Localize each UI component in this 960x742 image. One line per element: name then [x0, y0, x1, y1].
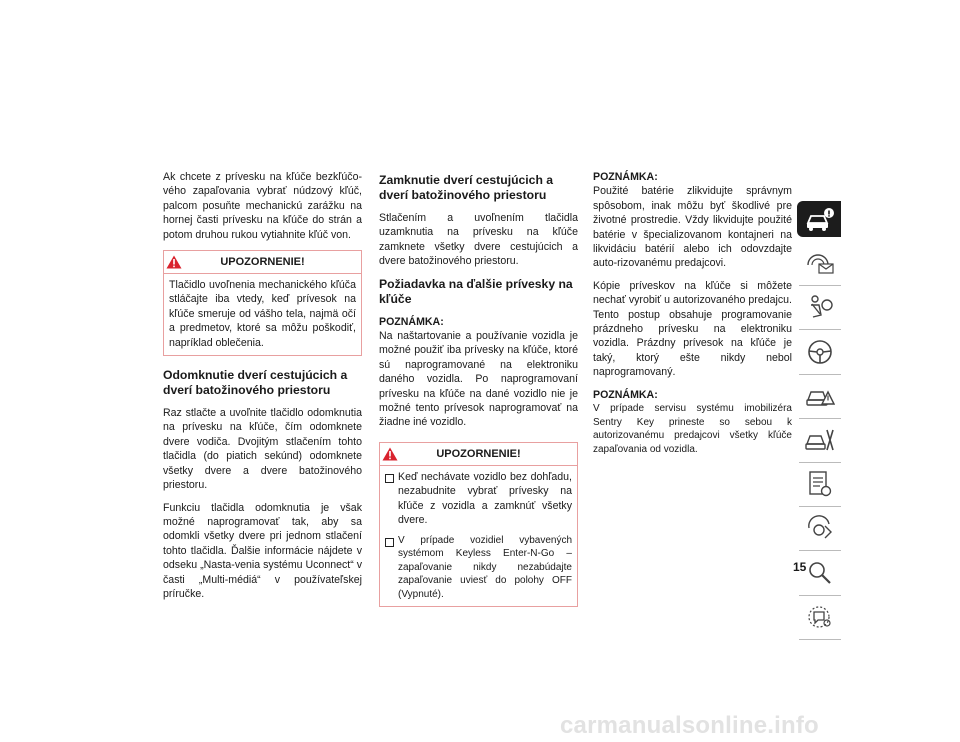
tab-getting-to-know-vehicle[interactable]	[797, 201, 841, 237]
tab-dashboard[interactable]	[797, 245, 841, 281]
warning-box-2	[379, 442, 578, 608]
note-text: Na naštartovanie a používanie vozidla je možné použiť iba prívesky na kľúče, ktoré sú naprogramované na elektroniku daného vozidla. Po naprogramovaní prívesku na kľúče na dané vozidlo nie je možné tento prívesok naprogramovať na žiadne iné vozidlo.	[379, 330, 578, 429]
unlock-paragraph-1: Raz stlačte a uvoľnite tlačidlo odomknutia na prívesku na kľúče, čím odomknete dvere vodiča. Dvojitým stlačením tohto tlačidla (do piatich sekúnd) odomknete všetky dvere a dvere batožinového priestoru.	[163, 407, 362, 492]
note-text: Použité batérie zlikvidujte správnym spôsobom, inak môžu byť škodlivé pre životné prostredie. Vždy likvidujte použité batérie v špecializovanom kontajneri na likvidáciu batérií alebo ich odovzdajte auto-rizovanému predajcovi.	[593, 185, 792, 270]
heading-lock: Zamknutie dverí cestujúcich a dverí batožinového priestoru	[379, 173, 554, 202]
bullet-text: Keď nechávate vozidlo bez dohľadu, nezabudnite vybrať prívesky na kľúče z vozidla a zamknúť všetky dvere.	[398, 470, 572, 527]
column-right	[593, 170, 792, 464]
tab-maintenance[interactable]	[797, 466, 841, 502]
heading-additional-fobs: Požiadavka na ďalšie prívesky na kľúče	[379, 276, 573, 306]
maintenance-checklist-icon	[805, 470, 835, 498]
watermark: carmanualsonline.info	[560, 712, 819, 739]
heading-unlock: Odomknutie dverí cestujúcich a dverí batožinového priestoru	[163, 368, 348, 398]
warning-title: UPOZORNENIE!	[220, 256, 305, 269]
car-warning-icon	[805, 382, 835, 410]
warning-triangle-icon	[166, 255, 182, 269]
steering-wheel-icon	[805, 338, 835, 366]
seatbelt-airbag-icon	[805, 293, 835, 321]
warning-triangle-icon	[382, 447, 398, 461]
tab-technical-specs[interactable]	[797, 510, 841, 546]
warning-bullet	[385, 470, 572, 528]
warning-box-1	[163, 250, 362, 356]
warning-title: UPOZORNENIE!	[436, 447, 521, 460]
page-number: 15	[793, 560, 807, 574]
warning-text: Tlačidlo uvoľnenia mechanického kľúča stláčajte iba vtedy, keď prívesok na kľúče smeruje od vášho tela, najmä očí a predmetov, ktoré sa môžu poškodiť, napríklad oblečenia.	[169, 279, 356, 349]
warning-header	[380, 443, 577, 466]
car-service-tools-icon	[805, 426, 835, 454]
bullet-square-icon	[385, 538, 394, 547]
warning-bullet	[385, 534, 572, 602]
warning-header	[164, 251, 361, 274]
dashboard-message-icon	[805, 249, 835, 277]
multimedia-language-icon	[805, 603, 835, 631]
lock-paragraph: Stlačením a uvoľnením tlačidla uzamknutia na prívesku na kľúče zamknete všetky dvere cestujúcich a dvere batožinového priestoru.	[379, 212, 578, 268]
tab-safety[interactable]	[797, 289, 841, 325]
car-info-icon	[805, 205, 835, 233]
note-label: POZNÁMKA:	[593, 171, 658, 183]
note-label: POZNÁMKA:	[379, 315, 444, 328]
column-left	[163, 170, 362, 609]
map-location-icon	[805, 514, 835, 542]
tab-emergency[interactable]	[797, 378, 841, 414]
bullet-square-icon	[385, 474, 394, 483]
tab-servicing[interactable]	[797, 422, 841, 458]
note-text: V prípade servisu systému imobilizéra Sentry Key prineste so sebou k autorizovanému predajcovi všetky kľúče zapaľovania od vozidla.	[593, 403, 792, 455]
tab-starting-operating[interactable]	[797, 334, 841, 370]
search-index-icon	[805, 559, 835, 587]
column-middle	[379, 173, 578, 619]
copies-paragraph: Kópie príveskov na kľúče si môžete nechať vyrobiť u autorizovaného predajcu. Tento postup obsahuje programovanie prázdneho prívesku na elektroniku vozidla. Prázdny prívesok na kľúče je taký, ktorý ešte nikdy nebol naprogramovaný.	[593, 279, 792, 379]
tab-multimedia[interactable]	[797, 599, 841, 635]
bullet-text: V prípade vozidiel vybavených systémom Keyless Enter-N-Go – zapaľovanie nikdy nezabúdajte zapaľovanie uviesť do polohy OFF (Vypnuté).	[398, 534, 572, 600]
note-label: POZNÁMKA:	[593, 388, 658, 401]
unlock-paragraph-2: Funkciu tlačidla odomknutia je však možné naprogramovať tak, aby sa odomkli všetky dvere pri jednom stlačení tohto tlačidla. Ďalšie informácie nájdete v odseku „Nasta-venia systému Uconnect“ v časti „Multi-médiá“ v používateľskej príručke.	[163, 501, 363, 600]
intro-paragraph: Ak chcete z prívesku na kľúče bezkľúčo-vého zapaľovania vybrať núdzový kľúč, palcom posuňte mechanickú zarážku na hornej časti prívesku na kľúče do strán a potom druhou rukou vytiahnite kľúč von.	[163, 171, 362, 241]
section-tabs	[797, 201, 843, 643]
